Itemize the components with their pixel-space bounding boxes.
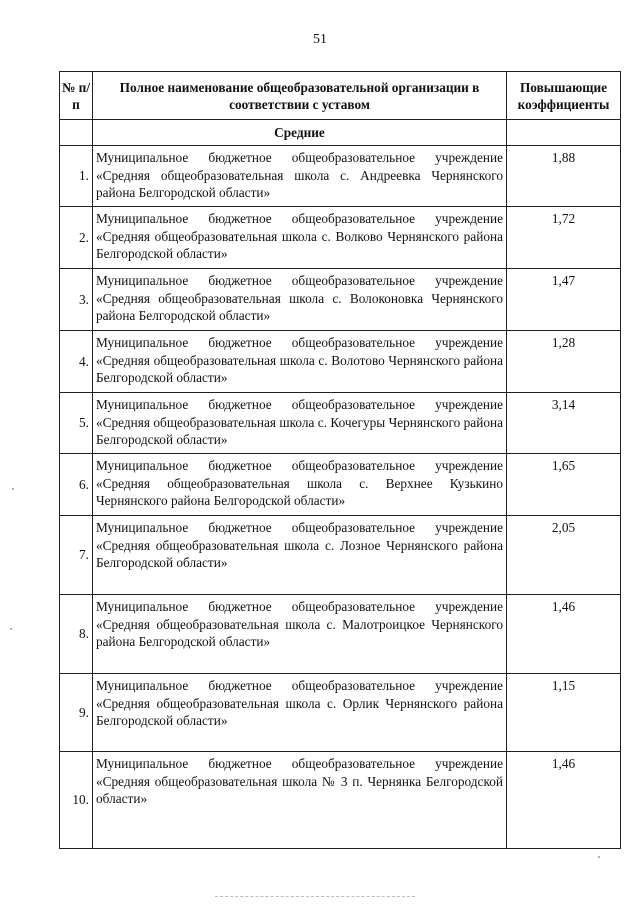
table-row bbox=[60, 331, 621, 393]
scan-speck bbox=[598, 856, 600, 858]
organization-name: Муниципальное бюджетное общеобразовательное учреждение «Средняя общеобразовательная школа с. Волково Чернянского района Белгородской области» bbox=[93, 207, 507, 269]
table-row bbox=[60, 393, 621, 454]
header-number: № п/п bbox=[60, 72, 93, 120]
table-row bbox=[60, 454, 621, 516]
table-row bbox=[60, 516, 621, 595]
row-number: 10. bbox=[60, 752, 93, 849]
section-number-cell bbox=[60, 120, 93, 146]
row-number: 9. bbox=[60, 674, 93, 752]
table-header-row bbox=[60, 72, 621, 120]
scan-edge-artifact bbox=[215, 896, 415, 899]
row-number: 1. bbox=[60, 146, 93, 207]
coefficient-value: 1,46 bbox=[507, 752, 621, 849]
coefficients-table bbox=[59, 71, 621, 849]
row-number: 4. bbox=[60, 331, 93, 393]
coefficient-value: 2,05 bbox=[507, 516, 621, 595]
table-row bbox=[60, 146, 621, 207]
scan-speck bbox=[12, 488, 14, 490]
organization-name: Муниципальное бюджетное общеобразовательное учреждение «Средняя общеобразовательная школа с. Кочегуры Чернянского района Белгородской области» bbox=[93, 393, 507, 454]
table-row bbox=[60, 752, 621, 849]
header-coefficient: Повышающие коэффициенты bbox=[507, 72, 621, 120]
organization-name: Муниципальное бюджетное общеобразовательное учреждение «Средняя общеобразовательная школа с. Андреевка Чернянского района Белгородской области» bbox=[93, 146, 507, 207]
section-title: Средние bbox=[93, 120, 507, 146]
section-coef-cell bbox=[507, 120, 621, 146]
coefficient-value: 1,88 bbox=[507, 146, 621, 207]
organization-name: Муниципальное бюджетное общеобразовательное учреждение «Средняя общеобразовательная школа с. Волотово Чернянского района Белгородской области» bbox=[93, 331, 507, 393]
table-row bbox=[60, 207, 621, 269]
organization-name: Муниципальное бюджетное общеобразовательное учреждение «Средняя общеобразовательная школа с. Малотроицкое Чернянского района Белгородской области» bbox=[93, 595, 507, 674]
table-row bbox=[60, 674, 621, 752]
row-number: 7. bbox=[60, 516, 93, 595]
row-number: 3. bbox=[60, 269, 93, 331]
organization-name: Муниципальное бюджетное общеобразовательное учреждение «Средняя общеобразовательная школа с. Орлик Чернянского района Белгородской области» bbox=[93, 674, 507, 752]
row-number: 2. bbox=[60, 207, 93, 269]
scan-speck bbox=[10, 628, 12, 630]
organization-name: Муниципальное бюджетное общеобразовательное учреждение «Средняя общеобразовательная школа с. Волоконовка Чернянского района Белгородской области» bbox=[93, 269, 507, 331]
organization-name: Муниципальное бюджетное общеобразовательное учреждение «Средняя общеобразовательная школа с. Верхнее Кузькино Чернянского района Белгородской области» bbox=[93, 454, 507, 516]
coefficient-value: 1,72 bbox=[507, 207, 621, 269]
row-number: 6. bbox=[60, 454, 93, 516]
coefficient-value: 1,65 bbox=[507, 454, 621, 516]
coefficient-value: 3,14 bbox=[507, 393, 621, 454]
organization-name: Муниципальное бюджетное общеобразовательное учреждение «Средняя общеобразовательная школа с. Лозное Чернянского района Белгородской области» bbox=[93, 516, 507, 595]
coefficient-value: 1,15 bbox=[507, 674, 621, 752]
table-row bbox=[60, 595, 621, 674]
table-row bbox=[60, 269, 621, 331]
section-row bbox=[60, 120, 621, 146]
organization-name: Муниципальное бюджетное общеобразовательное учреждение «Средняя общеобразовательная школа № 3 п. Чернянка Белгородской области» bbox=[93, 752, 507, 849]
coefficient-value: 1,46 bbox=[507, 595, 621, 674]
coefficient-value: 1,47 bbox=[507, 269, 621, 331]
row-number: 8. bbox=[60, 595, 93, 674]
coefficient-value: 1,28 bbox=[507, 331, 621, 393]
header-name: Полное наименование общеобразовательной организации в соответствии с уставом bbox=[93, 72, 507, 120]
page-number: 51 bbox=[313, 32, 327, 47]
row-number: 5. bbox=[60, 393, 93, 454]
